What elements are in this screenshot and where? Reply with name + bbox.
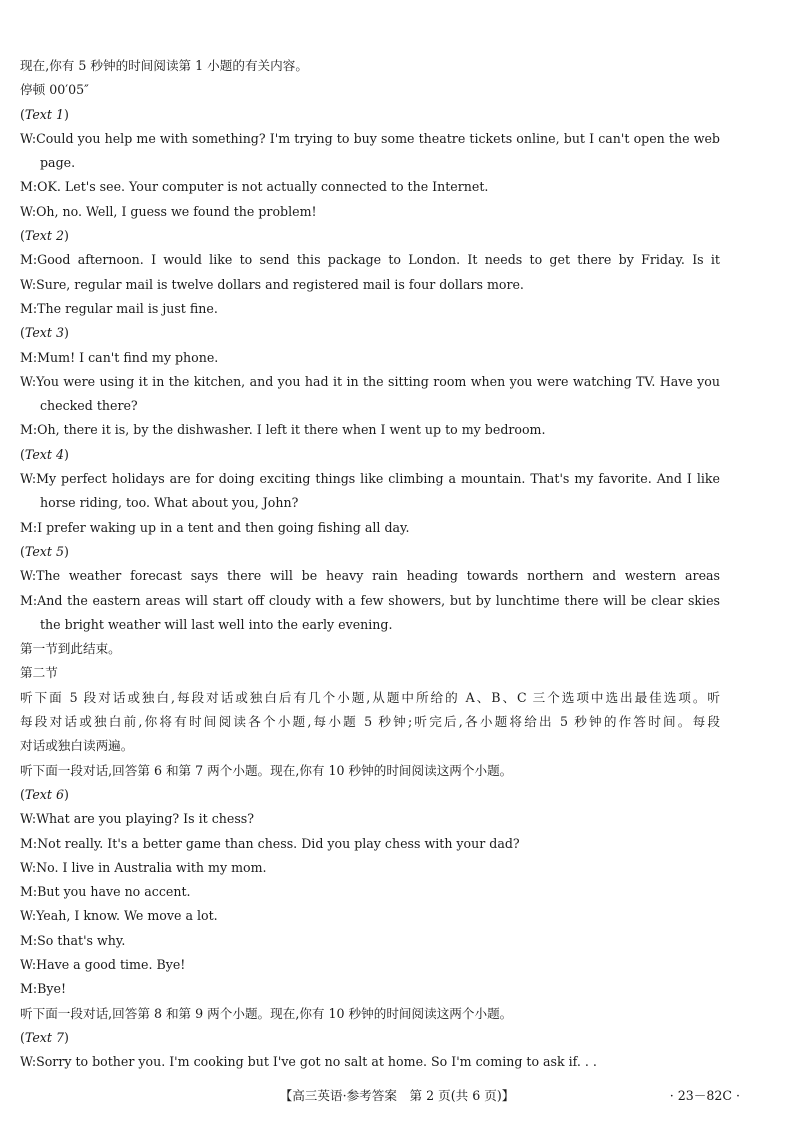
text-line: 第一节到此结束。 <box>20 641 121 657</box>
text-line <box>20 710 720 734</box>
line-text: W:My perfect holidays are for doing exciting things like climbing a mountain. That's my favorite. And I like <box>20 471 720 487</box>
line-text: W:You were using it in the kitchen, and you had it in the sitting room when you were watching TV. Have you <box>20 373 720 389</box>
line-text: M:Good afternoon. I would like to send this package to London. It needs to get there by Friday. Is it <box>20 252 720 268</box>
section-label: (Text 6) <box>20 786 69 802</box>
text-line: W:Sorry to bother you. I'm cooking but I've got no salt at home. So I'm coming to ask if. . . <box>20 1054 597 1070</box>
text-line: W:What are you playing? Is it chess? <box>20 811 255 827</box>
text-line: 对话或独白读两遍。 <box>20 738 134 754</box>
text-line <box>20 564 720 588</box>
section-label: (Text 1) <box>20 106 69 122</box>
section-label-text: Text 2 <box>24 228 64 244</box>
line-text: 每段对话或独白前,你将有时间阅读各个小题,每小题 5 秒钟;听完后,各小题将给出 5 秒钟的作答时间。每段 <box>20 714 720 730</box>
section-label: (Text 3) <box>20 325 69 341</box>
text-line: M:OK. Let's see. Your computer is not actually connected to the Internet. <box>20 179 489 195</box>
text-line: M:I prefer waking up in a tent and then going fishing all day. <box>20 519 410 535</box>
text-line: M:Oh, there it is, by the dishwasher. I left it there when I went up to my bedroom. <box>20 422 546 438</box>
section-label-text: Text 7 <box>24 1029 64 1045</box>
text-line: W:Yeah, I know. We move a lot. <box>20 908 218 924</box>
text-line: W:No. I live in Australia with my mom. <box>20 859 267 875</box>
section-label: (Text 4) <box>20 446 69 462</box>
section-label-text: Text 6 <box>24 786 64 802</box>
text-line <box>20 589 720 613</box>
line-text: M:And the eastern areas will start off cloudy with a few showers, but by lunchtime there will be clear skies <box>20 592 720 608</box>
section-label: (Text 7) <box>20 1029 69 1045</box>
text-line: W:Have a good time. Bye! <box>20 956 186 972</box>
text-line <box>20 686 720 710</box>
text-line: M:But you have no accent. <box>20 884 191 900</box>
text-line: M:So that's why. <box>20 932 126 948</box>
text-line: M:Mum! I can't find my phone. <box>20 349 219 365</box>
continuation-line: checked there? <box>40 398 138 414</box>
text-line: 听下面一段对话,回答第 8 和第 9 两个小题。现在,你有 10 秒钟的时间阅读这两个小题。 <box>20 1005 513 1021</box>
text-line: M:The regular mail is just fine. <box>20 300 218 316</box>
line-text: W:The weather forecast says there will be heavy rain heading towards northern and western areas <box>20 568 720 584</box>
text-line: M:Bye! <box>20 981 67 997</box>
line-text: W:Could you help me with something? I'm trying to buy some theatre tickets online, but I can't open the web <box>20 130 720 146</box>
text-line <box>20 248 720 272</box>
text-line: 第二节 <box>20 665 58 681</box>
text-line: 听下面一段对话,回答第 6 和第 7 两个小题。现在,你有 10 秒钟的时间阅读这两个小题。 <box>20 762 513 778</box>
footer-page-info: 【高三英语·参考答案 第 2 页(共 6 页)】 <box>279 1088 515 1103</box>
text-line <box>20 467 720 491</box>
text-line: 现在,你有 5 秒钟的时间阅读第 1 小题的有关内容。 <box>20 58 308 73</box>
continuation-line: the bright weather will last well into the early evening. <box>40 616 393 632</box>
line-text: 听下面 5 段对话或独白,每段对话或独白后有几个小题,从题中所给的 A、B、C 三个选项中选出最佳选项。听 <box>20 689 720 705</box>
continuation-line: page. <box>40 155 76 171</box>
document-body <box>20 54 720 1074</box>
text-line: M:Not really. It's a better game than chess. Did you play chess with your dad? <box>20 835 520 851</box>
section-label-text: Text 4 <box>24 446 64 462</box>
text-line <box>20 127 720 151</box>
section-label: (Text 2) <box>20 228 69 244</box>
continuation-line: horse riding, too. What about you, John? <box>40 495 299 511</box>
footer-doc-code: · 23－82C · <box>669 1088 740 1103</box>
section-label-text: Text 3 <box>24 325 64 341</box>
text-line <box>20 370 720 394</box>
section-label-text: Text 5 <box>24 543 64 559</box>
text-line: W:Oh, no. Well, I guess we found the problem! <box>20 203 317 219</box>
page-footer <box>0 1084 794 1108</box>
section-label-text: Text 1 <box>24 106 64 122</box>
section-label: (Text 5) <box>20 543 69 559</box>
text-line: 停顿 00′05″ <box>20 82 89 98</box>
text-line: W:Sure, regular mail is twelve dollars and registered mail is four dollars more. <box>20 276 524 292</box>
